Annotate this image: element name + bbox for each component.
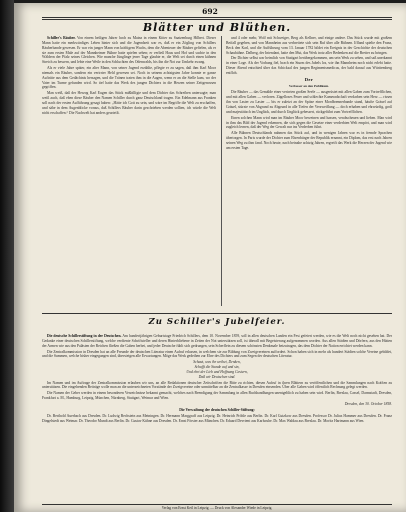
paragraph: Die Räuber — das Gemälde einer verirrten großen Seele — ausgerüstet mit allen Gaben zum Vortrefflichen, und mit allen Gaben — verloren. Zügelloses Feuer und schlechte Kameradschaft verdarben sein Herz — rissen ihn von Laster zu Laster — bis er zuletzt an der Spitze einer Mordbrennerbande stand, häufte Gräuel auf Gräuel, stürzte von Abgrund zu Abgrund in alle Tiefen der Verzweiflung — doch erhaben und ehrwürdig, groß und majestätisch im Unglück, und durch Unglück gebessert, rückgeführt zum Vortrefflichen.: [226, 90, 392, 114]
paragraph: Die Namen der Geber werden in einem besonderen Verzeichnisse bekannt gemacht, welches nach Beendigung der Sammlung in allen Buchhandlungen unentgeltlich zu haben sein wird. Berlin, Breslau, Cassel, Darmstadt, Dresden, Frankfurt a. M., Hamburg, Leipzig, München, Nürnberg, Stuttgart, Weimar und Wien.: [42, 391, 392, 401]
document-page: [14, 3, 406, 512]
footer-rule: [42, 504, 392, 505]
subheading-verfasser: Verfasser an den Publikum.: [288, 83, 330, 88]
paragraph: Schiller's Räuber. Von einem heiligen Jahrer hoch zu Mainz in einem Kitter zu Saatzenburg Hilbert. Dieser Mann hatte ein merkwürdiges Leben hinter sich und die Jugendzeit war es, daß er ein Zögling von Schillers Räuberbande gewesen. Er war ein junger Mann von kräftigem Wuchs, dem die Abenteuer der Räuber gefielen, als er sie zum ersten Male auf der Mannheimer Bühne hatte spielen sehen; er verließ Haus und Hof und suchte in den Wäldern der Pfalz seines Gleichen. Wie manche Jünglinge jener Tage glaubte er, die Welt sei durch einen kühnen Streich zu bessern, und lebte eine Weile in den Schluchten des Odenwalds, bis ihn die Not zur Umkehr zwang.: [42, 36, 216, 65]
book-binding: [0, 0, 14, 512]
date-line: Dresden, den 30. October 1858.: [344, 401, 392, 406]
paragraph: Als er viele Jahre später, ein alter Mann, von seiner Jugend erzählte, pflegte er zu sagen, daß ihm Karl Moor niemals ein Räuber, sondern ein verirrter Held gewesen sei. Noch in seinem achtzigsten Jahre konnte er ganze Auftritte aus dem Gedächtnis hersagen, und die Tränen traten ihm in die Augen, wenn er an die Stelle kam, wo der Vater im Turme gefunden wird. So tief hatte das Werk des jungen Dichters in die Herzen seiner Zeitgenossen gegriffen.: [42, 66, 216, 90]
section-title-jubelfeier: Zu Schiller's Jubelfeier.: [148, 317, 286, 327]
paragraph: Die deutsche Schillerstiftung in der Deutschen. Am hundertjährigen Geburtstage Friedrich Schillers, dem 10. November 1859, soll in allen deutschen Landen ein Fest gefeiert werden, wie es die Welt noch nicht gesehen hat. Der Gedanke einer deutschen Schillerstiftung, welche verdiente Schriftsteller und deren Hinterbliebene in Zeiten der Not unterstützen soll, ist überall mit Begeisterung aufgenommen worden. Aus allen Städten und Dörfern, aus den Hütten der Armen wie aus den Palästen der Reichen fließen die Gaben herbei, und jeder Deutsche fühlt sich gedrungen, sein Scherflein zu diesem schönsten Denkmale beizutragen, das dem Dichter der Nation errichtet werden kann.: [42, 334, 392, 348]
paragraph: Alle Bühnen Deutschlands nahmen das Stück auf, und in wenigen Jahren war es in fremde Sprachen übertragen. In Paris wurde der Dichter zum Ehrenbürger der Republik ernannt, ein Diplom, das erst nach Jahren seinen Weg zu ihm fand. Noch heute, nach beinahe achtzig Jahren, ergreift das Werk die Herzen der Jugend wie am ersten Tage.: [226, 131, 392, 150]
signatures: Dr. Berthold Auerbach aus Dresden. Dr. Ludwig Bechstein aus Meiningen. Dr. Hermann Marggraff aus Leipzig. Dr. Heinrich Pröhle aus Berlin. Dr. Karl Gutzkow aus Dresden. Professor Dr. Julius Hammer aus Dresden. Dr. Franz Dingelstedt aus Weimar. Dr. Theodor Mundt aus Berlin. Dr. Gustav Kühne aus Dresden. Dr. Ernst Förster aus München. Dr. Eduard Devrient aus Karlsruhe. Dr. Max Waldau aus Breslau. Dr. Moritz Hartmann aus Wien.: [42, 413, 392, 423]
column-divider: [221, 36, 222, 306]
paragraph: Man weiß, daß der Herzog Karl Eugen das Stück mißbilligte und dem Dichter das Schreiben untersagte; man weiß auch, daß eben diese Räuber den Namen Schiller durch ganz Deutschland trugen. Ein Edelmann aus Franken soll nach der ersten Aufführung gesagt haben: „Hätte ich Gott zu sein, und wäre im Begriffe die Welt zu erschaffen, und sähe in dem Augenblicke voraus, daß Schillers Räuber darin geschrieben werden sollten, ich würde die Welt nicht erschaffen.“ Die Nachwelt hat anders geurteilt.: [42, 91, 216, 115]
section-divider: [42, 313, 392, 314]
paragraph: Der Dichter selbst war heimlich von Stuttgart herübergekommen, um sein Werk zu sehen, und saß unerkannt in einer Loge. Als der Vorhang fiel, brach ein Sturm des Jubels los, wie ihn Mannheim noch nicht erlebt hatte. Dieser Abend entschied über das Schicksal des jungen Regimentsmedicus, der bald darauf aus Württemberg entfloh.: [226, 56, 392, 75]
right-column: [226, 36, 392, 308]
verse: Schaut, was ihr weihet, Denken, Schafft die Stunde auf und sin, Und ehrt der Lieb und Hoffnung Gestern, Daß wir Deutschen sind.: [186, 360, 248, 379]
jubelfeier-body: [42, 334, 392, 504]
paragraph: Im Namen und im Auftrage der Zentralkommission erlauben wir uns, an alle Redaktionen deutscher Zeitschriften die Bitte zu richten, diesen Aufruf in ihren Blättern zu veröffentlichen und die Sammlungen nach Kräften zu unterstützen. Die eingehenden Beiträge wolle man an die unterzeichneten Vorstände der Zweigvereine oder unmittelbar an die Zentralkasse in Dresden einsenden. Über alle Gaben wird öffentlich Rechnung gelegt werden.: [42, 380, 392, 390]
section-title-blaetter: Blätter und Blüthen.: [142, 21, 292, 34]
top-rule: [42, 17, 392, 18]
left-column: [42, 36, 216, 308]
paragraph: und 4 oder mehr, Wolf mit Schweiger, Berg als Kellner, und einige andere. Das Stück wurde mit großem Beifall gegeben, und von Mannheim aus verbreitete sich sein Ruf über alle Bühnen. Iffland spielte den Franz, Beck den Karl, und die Aufführung vom 13. Januar 1782 bildet ein Ereignis in der Geschichte der deutschen Schaubühne. Dalberg, der Intendant, hatte den Mut, das Werk trotz aller Bedenken auf die Bretter zu bringen.: [226, 36, 392, 55]
sub-heading-verwaltung: Die Verwaltung der deutschen Schiller-Stiftung:: [179, 407, 255, 412]
paragraph: Die Zentralkommission in Dresden hat an alle Freunde der deutschen Literatur einen Aufruf erlassen, in welchem sie zur Bildung von Zweigvereinen auffordert. Schon haben sich in mehr als hundert Städten solche Vereine gebildet, und die Summen, welche bisher eingegangen sind, übersteigen alle Erwartungen. Möge das Werk gedeihen zur Ehre des Dichters und zum Segen der deutschen Literatur.: [42, 349, 392, 359]
top-rule-thin: [42, 19, 392, 20]
subheading-der: Der: [304, 76, 314, 82]
paragraph: Einen solchen Mann wird man im Räuber Moor beweinen und hassen, verabscheuen und lieben. Man wird in ihm das Bild der Jugend erkennen, die sich gegen die Gesetze einer verderbten Welt empört, und man wird zugleich lernen, daß der Weg der Gewalt nur ins Verderben führt.: [226, 115, 392, 130]
page-number: 692: [202, 7, 218, 16]
imprint-footer: Verlag von Ernst Keil in Leipzig. — Druck von Alexander Wiede in Leipzig.: [161, 506, 273, 510]
